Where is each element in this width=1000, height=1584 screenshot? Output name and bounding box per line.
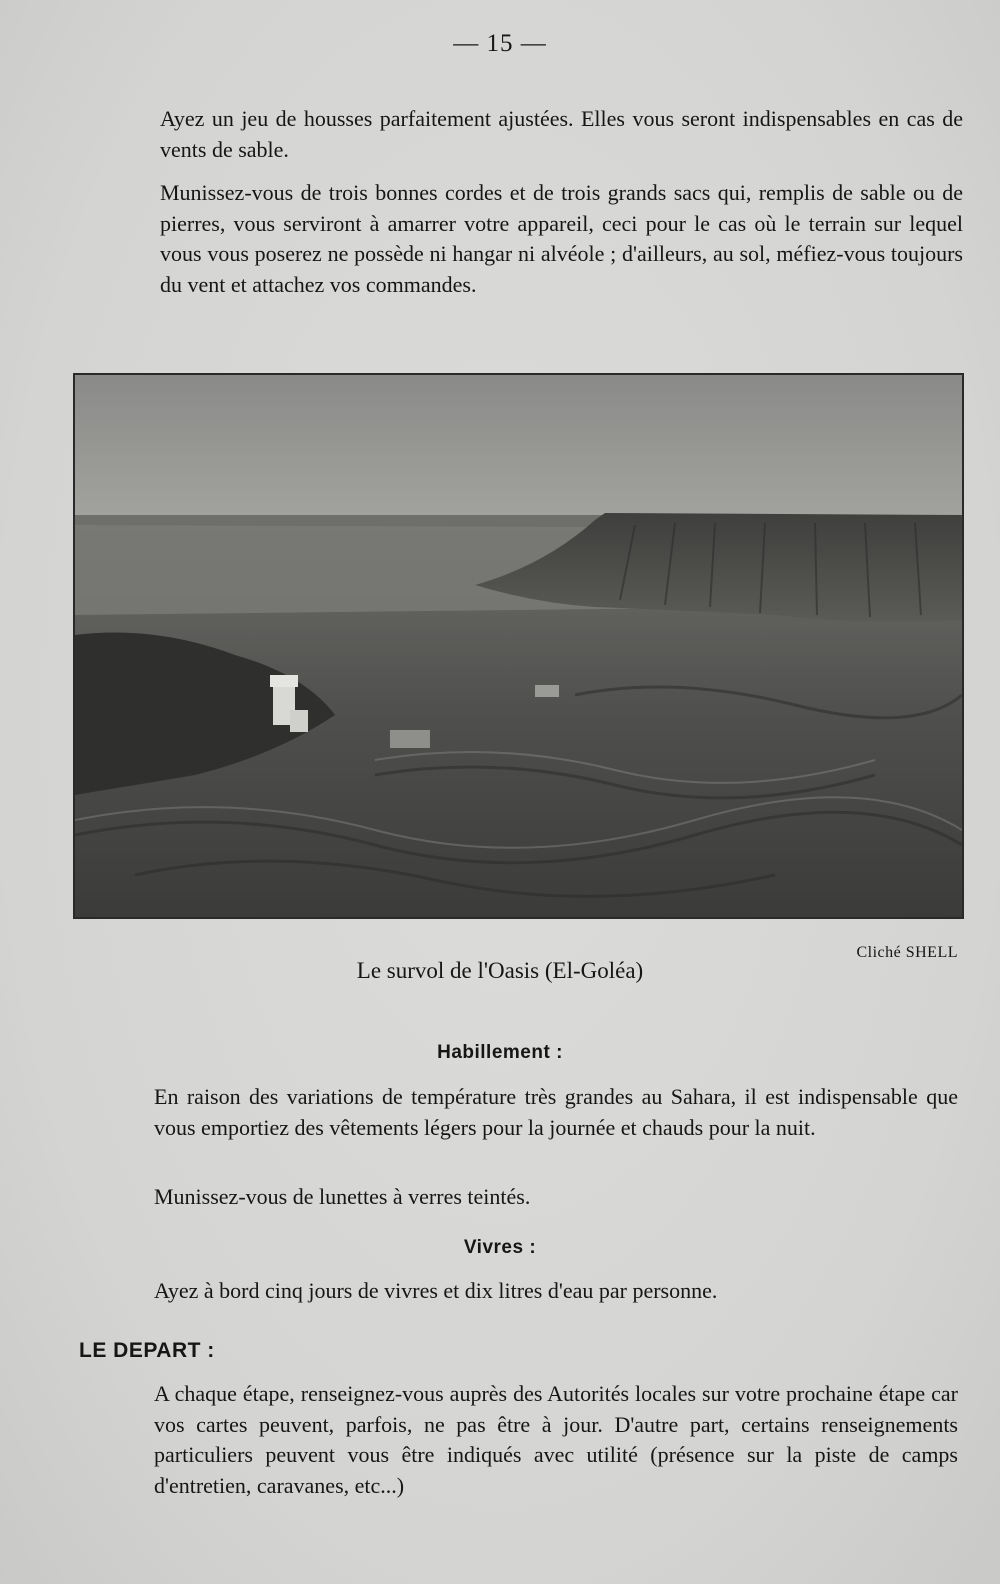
- paragraph-lunettes: Munissez-vous de lunettes à verres teintés.: [154, 1184, 531, 1209]
- photo-caption: Le survol de l'Oasis (El-Goléa): [356, 958, 644, 983]
- paragraph-cordes: Munissez-vous de trois bonnes cordes et de trois grands sacs qui, remplis de sable ou de pierres, vous serviront à amarrer votre appareil, ceci pour le cas où le terrain sur lequel vous vous poserez ne possède ni hangar ni alvéole ; d'ailleurs, au sol, méfiez-vous toujours du vent et attachez vos commandes.: [160, 180, 963, 297]
- oasis-landscape-image: [75, 375, 962, 917]
- oasis-photograph: [73, 373, 964, 919]
- photo-credit: Cliché SHELL: [856, 944, 958, 961]
- page-number: — 15 —: [453, 30, 547, 57]
- paragraph-depart: A chaque étape, renseignez-vous auprès des Autorités locales sur votre prochaine étape car vos cartes peuvent, parfois, ne pas être à jour. D'autre part, certains renseignements particuliers peuvent vous être indiqués avec utilité (présence sur la piste de camps d'entretien, caravanes, etc...): [154, 1381, 958, 1498]
- paragraph-housses: Ayez un jeu de housses parfaitement ajustées. Elles vous seront indispensables en cas de vents de sable.: [160, 106, 963, 162]
- heading-habillement: Habillement :: [437, 1042, 563, 1063]
- paragraph-vivres: Ayez à bord cinq jours de vivres et dix litres d'eau par personne.: [154, 1278, 718, 1303]
- heading-vivres: Vivres :: [463, 1237, 537, 1258]
- paragraph-temperature: En raison des variations de température très grandes au Sahara, il est indispensable que vous emportiez des vêtements légers pour la journée et chauds pour la nuit.: [154, 1084, 958, 1140]
- section-title-depart: LE DEPART :: [79, 1339, 215, 1362]
